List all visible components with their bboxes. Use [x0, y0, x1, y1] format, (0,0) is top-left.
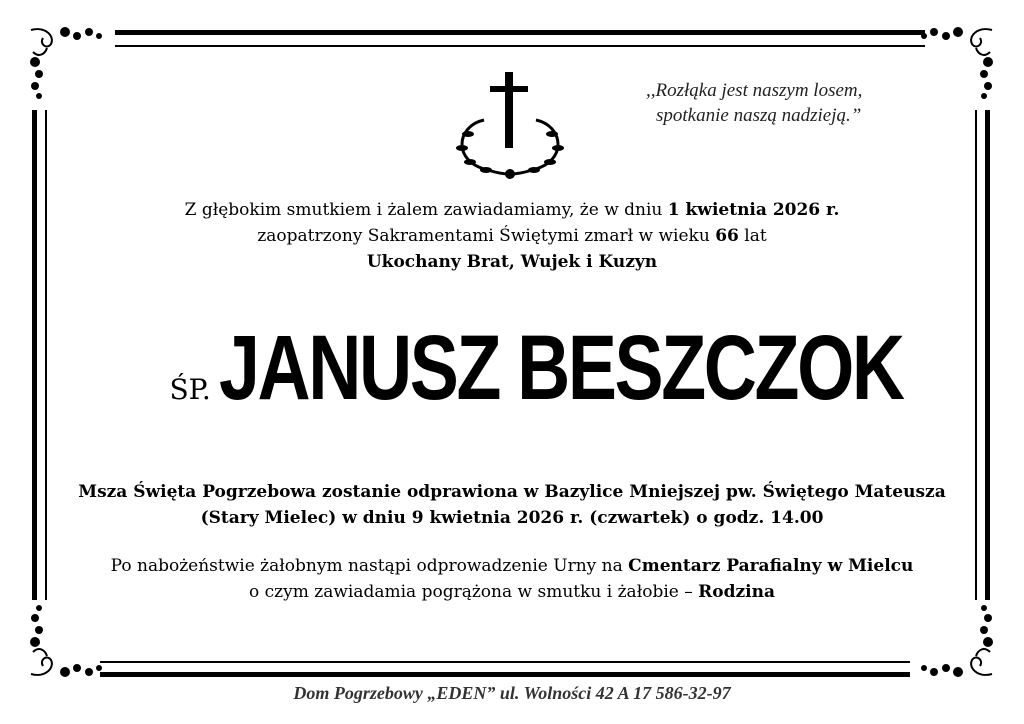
deceased-prefix: ŚP. [169, 373, 211, 406]
death-date: 1 kwietnia 2026 r. [667, 200, 840, 220]
family-label: Rodzina [698, 582, 775, 602]
burial-line-1 [0, 553, 1024, 579]
age-value: 66 [715, 226, 739, 246]
floral-corner-icon [25, 22, 105, 102]
frame-top-line-outer [115, 30, 925, 35]
frame-bottom-line-outer [100, 672, 910, 677]
quote-line-2: spotkanie naszą nadzieją.” [656, 105, 862, 126]
mourners-text: o czym zawiadamia pogrążona w smutku i żałobie – [249, 582, 699, 602]
deceased-name: JANUSZ BESZCZOK [218, 317, 903, 419]
quote-line-1: ,,Rozłąka jest naszym losem, [646, 80, 863, 101]
intro-line-1 [0, 197, 1024, 223]
cemetery-name: Cmentarz Parafialny w Mielcu [628, 556, 914, 576]
intro-text: Z głębokim smutkiem i żalem zawiadamiamy, że w dniu [184, 200, 668, 220]
funeral-home-footer: Dom Pogrzebowy „EDEN” ul. Wolności 42 A 17 586-32-97 [293, 683, 731, 703]
epitaph-quote [590, 78, 950, 128]
mass-info [0, 479, 1024, 531]
burial-line-2 [0, 579, 1024, 605]
intro-line-2 [0, 223, 1024, 249]
floral-corner-icon [25, 602, 105, 682]
mass-line-1: Msza Święta Pogrzebowa zostanie odprawiona w Bazylice Mniejszej pw. Świętego Mateusza [78, 482, 946, 502]
mass-line-2: (Stary Mielec) w dniu 9 kwietnia 2026 r. (czwartek) o godz. 14.00 [200, 508, 824, 528]
age-unit: lat [738, 226, 767, 246]
frame-top-line-inner [115, 45, 925, 47]
burial-text: Po nabożeństwie żałobnym nastąpi odprowadzenie Urny na [110, 556, 629, 576]
relations-line: Ukochany Brat, Wujek i Kuzyn [366, 252, 658, 272]
floral-corner-icon [918, 602, 998, 682]
burial-info [0, 553, 1024, 605]
cross-icon [448, 70, 572, 182]
frame-bottom-line-inner [100, 661, 910, 663]
announcement-intro [0, 197, 1024, 275]
deceased-name-row [0, 317, 1024, 419]
sacraments-text: zaopatrzony Sakramentami Świętymi zmarł w wieku [257, 226, 716, 246]
